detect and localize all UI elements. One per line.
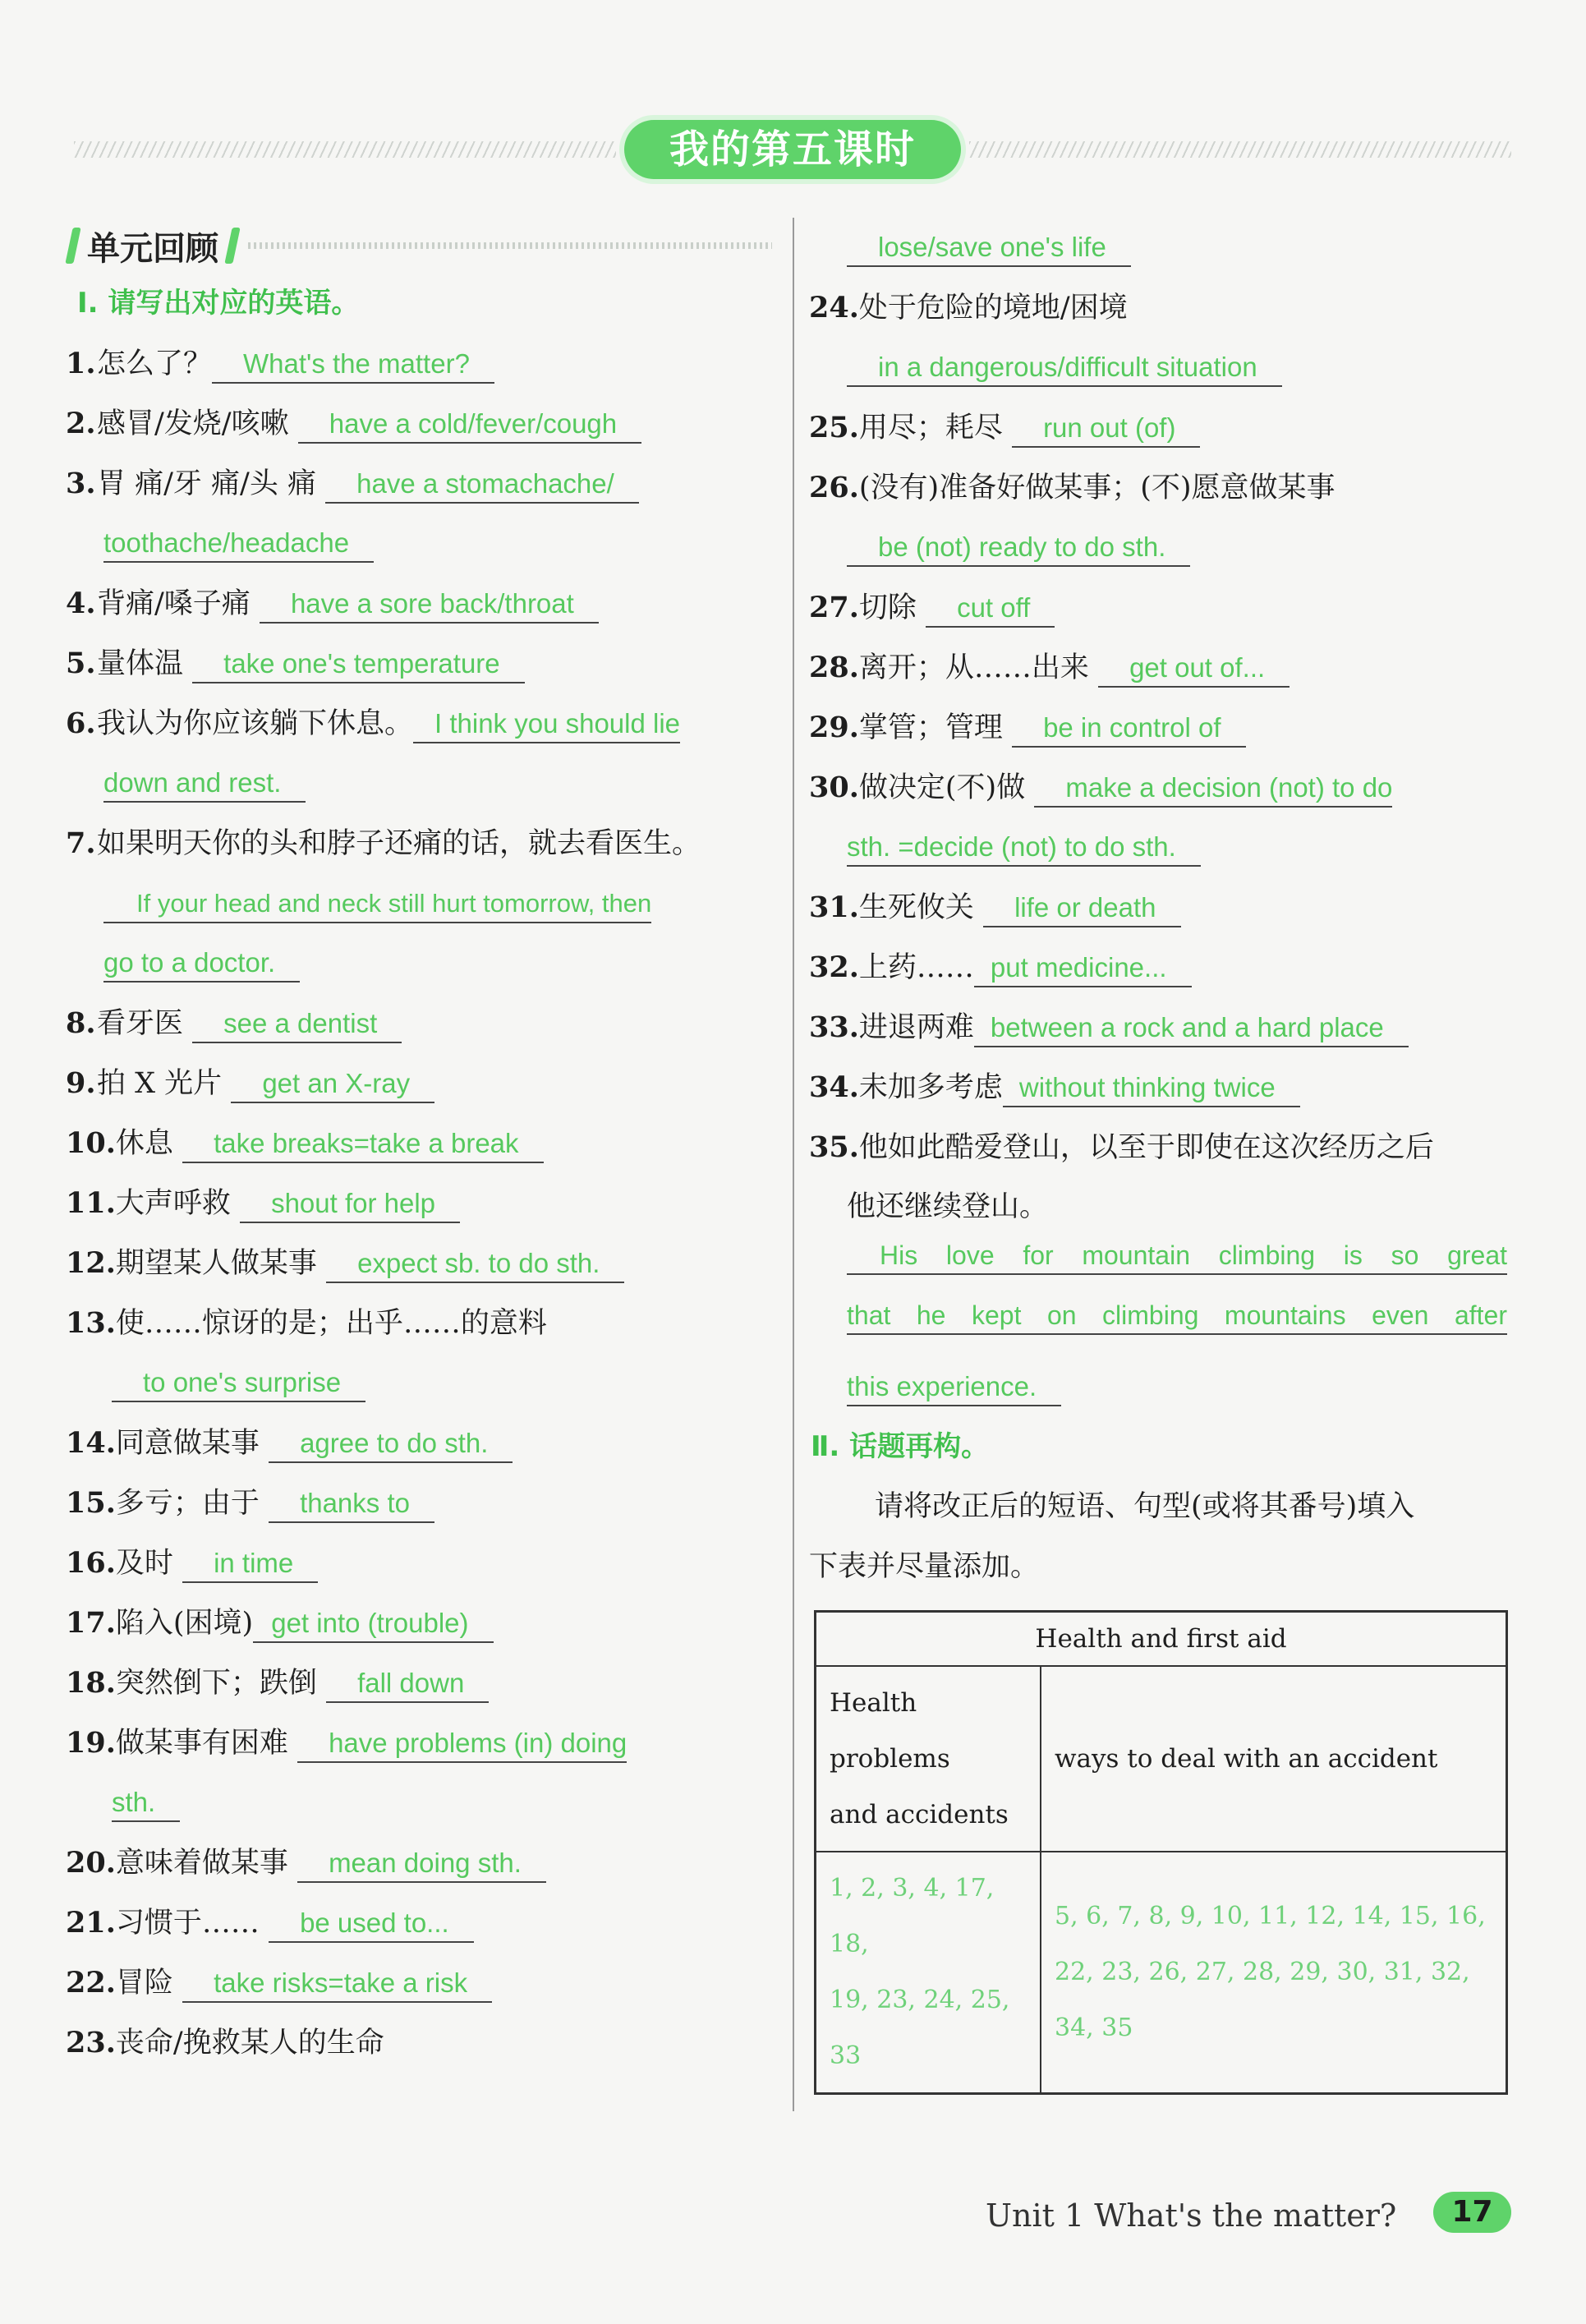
answer-blank: His love for mountain climbing is so great <box>847 1237 1507 1275</box>
answer-blank: sth. =decide (not) to do sth. <box>847 829 1201 867</box>
list-item: 30.做决定(不)做 make a decision (not) to do <box>809 757 1515 817</box>
list-item-continuation <box>809 1357 1515 1417</box>
answer-blank: cut off <box>926 590 1055 628</box>
answer-blank: run out (of) <box>1012 410 1200 448</box>
answer-blank: take breaks=take a break <box>182 1125 543 1163</box>
list-item: 11.大声呼救 shout for help <box>66 1173 772 1233</box>
answer-blank: in time <box>182 1545 318 1583</box>
table-title: Health and first aid <box>816 1612 1507 1667</box>
answer-blank: be in control of <box>1012 710 1245 748</box>
left-column <box>66 218 772 2073</box>
answer-blank: have problems (in) doing <box>297 1725 627 1763</box>
answer-blank: that he kept on climbing mountains even after <box>847 1297 1507 1335</box>
list-item: 15.多亏；由于 thanks to <box>66 1473 772 1533</box>
answer-blank: toothache/headache <box>103 525 374 563</box>
answer-blank: have a sore back/throat <box>260 586 599 624</box>
answer-blank: take one's temperature <box>192 646 525 683</box>
list-item: 1.怎么了？ What's the matter? <box>66 334 772 393</box>
list-item: 23.丧命/挽救某人的生命 <box>66 2026 384 2059</box>
topic-table <box>814 1610 1508 2095</box>
list-item: 25.用尽；耗尽 run out (of) <box>809 398 1515 458</box>
answer-blank: get an X-ray <box>231 1065 434 1103</box>
lesson-title: 我的第五课时 <box>624 120 961 179</box>
answer-blank: thanks to <box>269 1485 434 1523</box>
list-item: 18.突然倒下；跌倒 fall down <box>66 1653 772 1713</box>
answer-blank: put medicine... <box>974 950 1192 987</box>
list-item: 7.如果明天你的头和脖子还痛的话，就去看医生。 <box>66 826 701 860</box>
list-item-continuation <box>809 338 1515 398</box>
list-item-continuation <box>809 1297 1515 1357</box>
part2-heading: Ⅱ. 话题再构。 <box>811 1430 990 1463</box>
list-item-continuation <box>809 817 1515 877</box>
list-item: 21.习惯于…… be used to... <box>66 1893 772 1953</box>
list-item: 9.拍 X 光片 get an X-ray <box>66 1053 772 1113</box>
answer-blank: get out of... <box>1098 650 1289 688</box>
tag-bar-icon <box>65 228 80 264</box>
column-divider <box>793 218 794 2111</box>
answer-blank: fall down <box>326 1665 489 1703</box>
answer-blank: this experience. <box>847 1369 1061 1406</box>
answer-blank: mean doing sth. <box>297 1845 546 1883</box>
list-item-continuation <box>809 218 1515 278</box>
answer-blank: lose/save one's life <box>847 229 1131 267</box>
answer-blank: see a dentist <box>192 1006 402 1043</box>
list-item: 8.看牙医 see a dentist <box>66 993 772 1053</box>
answer-blank: in a dangerous/difficult situation <box>847 349 1282 387</box>
list-item: 3.胃 痛/牙 痛/头 痛 have a stomachache/ <box>66 453 772 513</box>
list-item-continuation <box>66 933 772 993</box>
list-item-continuation: 他还继续登山。 <box>847 1190 1049 1223</box>
header-hatch-right <box>969 141 1511 158</box>
list-item: 2.感冒/发烧/咳嗽 have a cold/fever/cough <box>66 393 772 453</box>
list-item: 29.掌管；管理 be in control of <box>809 697 1515 757</box>
list-item: 14.同意做某事 agree to do sth. <box>66 1413 772 1473</box>
answer-blank: be used to... <box>269 1905 474 1943</box>
list-item: 10.休息 take breaks=take a break <box>66 1113 772 1173</box>
answer-blank: life or death <box>983 890 1180 927</box>
right-column <box>809 218 1515 2095</box>
list-item: 28.离开；从……出来 get out of... <box>809 637 1515 697</box>
answer-blank: have a stomachache/ <box>325 466 639 504</box>
answer-blank: shout for help <box>240 1185 460 1223</box>
list-item: 27.切除 cut off <box>809 578 1515 637</box>
list-item: 22.冒险 take risks=take a risk <box>66 1953 772 2013</box>
answer-blank: have a cold/fever/cough <box>298 406 641 444</box>
list-item: 35.他如此酷爱登山，以至于即使在这次经历之后 <box>809 1130 1434 1164</box>
page-number: 17 <box>1433 2192 1511 2233</box>
list-item: 34.未加多考虑 without thinking twice <box>809 1057 1515 1117</box>
list-item: 16.及时 in time <box>66 1533 772 1593</box>
answer-blank: What's the matter? <box>212 346 494 384</box>
list-item-continuation <box>66 873 772 933</box>
answer-blank: expect sb. to do sth. <box>326 1245 624 1283</box>
list-item-continuation <box>66 1353 772 1413</box>
answer-blank: get into (trouble) <box>253 1605 493 1643</box>
list-item: 13.使……惊讶的是；出乎……的意料 <box>66 1306 547 1340</box>
instruction-line: 请将改正后的短语、句型(或将其番号)填入 <box>875 1490 1415 1523</box>
list-item: 31.生死攸关 life or death <box>809 877 1515 937</box>
list-item-continuation <box>809 518 1515 578</box>
list-item-continuation <box>66 753 772 813</box>
answer-blank: I think you should lie <box>413 706 680 743</box>
list-item: 4.背痛/嗓子痛 have a sore back/throat <box>66 573 772 633</box>
section-dotted-rule <box>248 242 772 249</box>
answer-blank: make a decision (not) to do <box>1034 770 1392 808</box>
list-item: 5.量体温 take one's temperature <box>66 633 772 693</box>
instruction-line: 下表并尽量添加。 <box>809 1550 1040 1583</box>
answer-blank: If your head and neck still hurt tomorrow, then <box>103 886 651 923</box>
list-item: 26.(没有)准备好做某事；(不)愿意做某事 <box>809 471 1335 504</box>
tag-bar-icon <box>224 228 240 264</box>
list-item: 32.上药…… put medicine... <box>809 937 1515 997</box>
section-label: 单元回顾 <box>87 229 218 268</box>
table-cell-col2: 5, 6, 7, 8, 9, 10, 11, 12, 14, 15, 16, 22, 23, 26, 27, 28, 29, 30, 31, 32, 34, 35 <box>1041 1852 1507 2094</box>
answer-blank: to one's surprise <box>112 1364 365 1402</box>
table-header-col2: ways to deal with an accident <box>1041 1666 1507 1852</box>
section-tag <box>69 218 772 274</box>
answer-blank: be (not) ready to do sth. <box>847 529 1190 567</box>
part1-heading: Ⅰ. 请写出对应的英语。 <box>77 287 360 320</box>
answer-blank: go to a doctor. <box>103 945 300 983</box>
answer-blank: take risks=take a risk <box>182 1965 492 2003</box>
list-item: 24.处于危险的境地/困境 <box>809 291 1128 324</box>
list-item-continuation <box>66 513 772 573</box>
answer-blank: without thinking twice <box>1003 1070 1300 1107</box>
table-cell-col1: 1, 2, 3, 4, 17, 18, 19, 23, 24, 25, 33 <box>816 1852 1041 2094</box>
list-item: 6.我认为你应该躺下休息。 I think you should lie <box>66 693 772 753</box>
answer-blank: agree to do sth. <box>269 1425 513 1463</box>
list-item: 20.意味着做某事 mean doing sth. <box>66 1833 772 1893</box>
list-item-continuation <box>66 1773 772 1833</box>
header-hatch-left <box>74 141 616 158</box>
answer-blank: sth. <box>112 1784 180 1822</box>
list-item: 19.做某事有困难 have problems (in) doing <box>66 1713 772 1773</box>
answer-blank: between a rock and a hard place <box>974 1010 1409 1047</box>
list-item: 33.进退两难 between a rock and a hard place <box>809 997 1515 1057</box>
list-item: 17.陷入(困境) get into (trouble) <box>66 1593 772 1653</box>
footer-unit-title: Unit 1 What's the matter? <box>986 2197 1397 2234</box>
answer-blank: down and rest. <box>103 765 306 803</box>
table-header-col1: Health problems and accidents <box>816 1666 1041 1852</box>
list-item: 12.期望某人做某事 expect sb. to do sth. <box>66 1233 772 1293</box>
list-item-continuation <box>809 1237 1515 1297</box>
